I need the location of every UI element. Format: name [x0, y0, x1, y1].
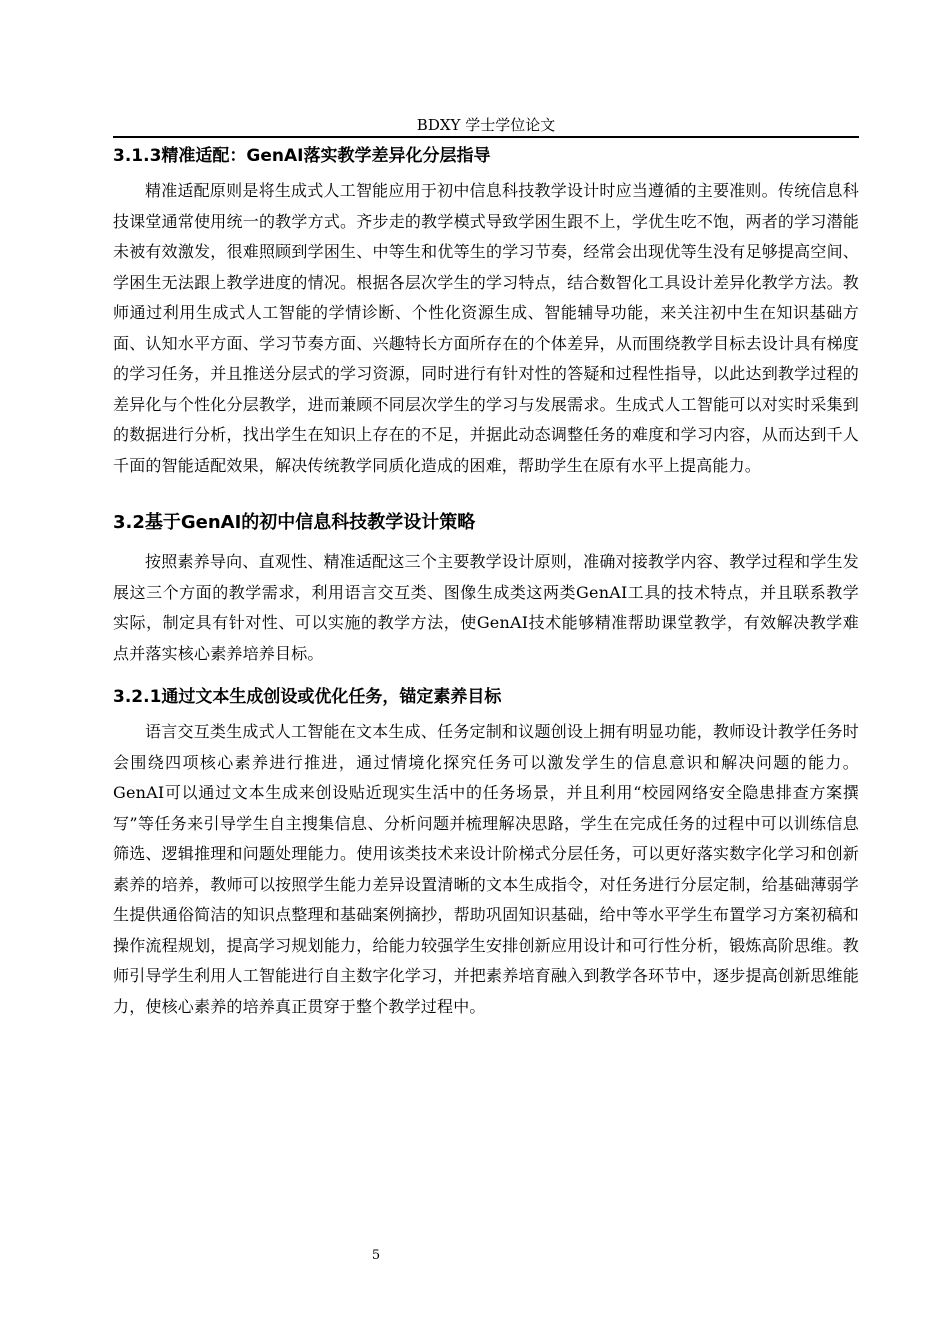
header-rule — [113, 136, 859, 138]
section-heading-3-2: 3.2基于GenAI的初中信息科技教学设计策略 — [113, 512, 476, 533]
section-heading-3-2-1: 3.2.1通过文本生成创设或优化任务，锚定素养目标 — [113, 687, 502, 707]
paragraph-3-1-3: 精准适配原则是将生成式人工智能应用于初中信息科技教学设计时应当遵循的主要准则。传统信息科技课堂通常使用统一的教学方式。齐步走的教学模式导致学困生跟不上，学优生吃不饱，两者的学习潜能未被有效激发，很难照顾到学困生、中等生和优等生的学习节奏，经常会出现优等生没有足够提高空间、学困生无法跟上教学进度的情况。根据各层次学生的学习特点，结合数智化工具设计差异化教学方法。教师通过利用生成式人工智能的学情诊断、个性化资源生成、智能辅导功能，来关注初中生在知识基础方面、认知水平方面、学习节奏方面、兴趣特长方面所存在的个体差异，从而围绕教学目标去设计具有梯度的学习任务，并且推送分层式的学习资源，同时进行有针对性的答疑和过程性指导，以此达到教学过程的差异化与个性化分层教学，进而兼顾不同层次学生的学习与发展需求。生成式人工智能可以对实时采集到的数据进行分析，找出学生在知识上存在的不足，并据此动态调整任务的难度和学习内容，从而达到千人千面的智能适配效果，解决传统教学同质化造成的困难，帮助学生在原有水平上提高能力。 — [113, 181, 859, 475]
running-header: BDXY 学士学位论文 — [416, 116, 556, 134]
section-heading-3-1-3: 3.1.3精准适配：GenAI落实教学差异化分层指导 — [113, 146, 491, 166]
page-number: 5 — [371, 1248, 381, 1263]
page-body — [113, 142, 859, 1022]
paragraph-3-2-1: 语言交互类生成式人工智能在文本生成、任务定制和议题创设上拥有明显功能，教师设计教学任务时会围绕四项核心素养进行推进，通过情境化探究任务可以激发学生的信息意识和解决问题的能力。GenAI可以通过文本生成来创设贴近现实生活中的任务场景，并且利用“校园网络安全隐患排查方案撰写”等任务来引导学生自主搜集信息、分析问题并梳理解决思路，学生在完成任务的过程中可以训练信息筛选、逻辑推理和问题处理能力。使用该类技术来设计阶梯式分层任务，可以更好落实数字化学习和创新素养的培养，教师可以按照学生能力差异设置清晰的文本生成指令，对任务进行分层定制，给基础薄弱学生提供通俗简洁的知识点整理和基础案例摘抄，帮助巩固知识基础，给中等水平学生布置学习方案初稿和操作流程规划，提高学习规划能力，给能力较强学生安排创新应用设计和可行性分析，锻炼高阶思维。教师引导学生利用人工智能进行自主数字化学习，并把素养培育融入到教学各环节中，逐步提高创新思维能力，使核心素养的培养真正贯穿于整个教学过程中。 — [113, 722, 859, 1016]
paragraph-3-2: 按照素养导向、直观性、精准适配这三个主要教学设计原则，准确对接教学内容、教学过程和学生发展这三个方面的教学需求，利用语言交互类、图像生成类这两类GenAI工具的技术特点，并且联系教学实际，制定具有针对性、可以实施的教学方法，使GenAI技术能够精准帮助课堂教学，有效解决教学难点并落实核心素养培养目标。 — [113, 552, 859, 663]
